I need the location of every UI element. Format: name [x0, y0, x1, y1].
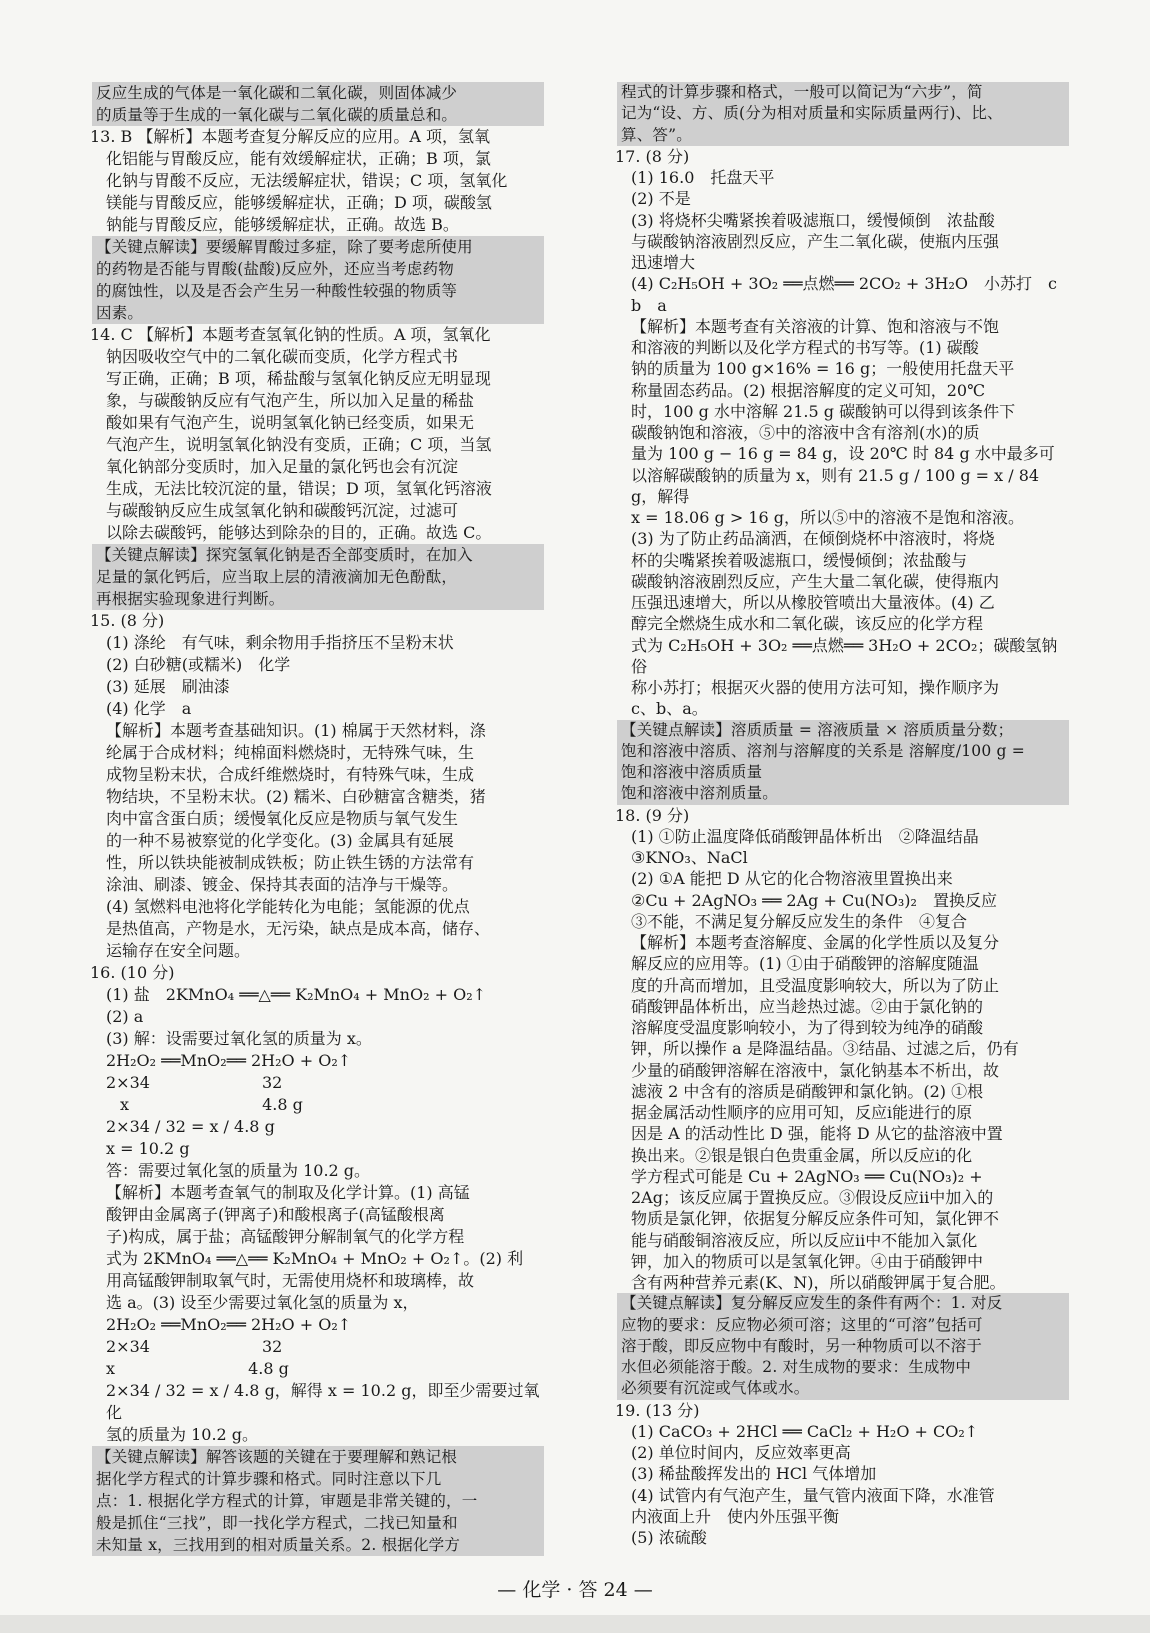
text-line: 2H₂O₂ ══MnO₂══ 2H₂O + O₂↑	[106, 1315, 352, 1334]
text-line: ③不能，不满足复分解反应发生的条件 ④复合	[631, 911, 968, 931]
text-line: 物质是氯化钾，依据复分解反应条件可知，氯化钾不	[631, 1209, 1000, 1229]
text-line: 运输存在安全问题。	[106, 941, 251, 960]
text-line: (2) ①A 能把 D 从它的化合物溶液里置换出来	[631, 869, 953, 889]
text-line: 据金属活动性顺序的应用可知，反应ⅰ能进行的原	[631, 1103, 973, 1122]
text-line: 氧化钠部分变质时，加入足量的氯化钙也会有沉淀	[106, 457, 459, 476]
text-line: 2Ag；该反应属于置换反应。③假设反应ⅱ中加入的	[631, 1188, 994, 1207]
text-line: 解反应的应用等。(1) ①由于硝酸钾的溶解度随温	[631, 954, 979, 974]
text-line: 记为“设、方、质(分为相对质量和实际质量两行)、比、	[617, 103, 1069, 124]
text-line: (1) CaCO₃ + 2HCl ══ CaCl₂ + H₂O + CO₂↑	[631, 1421, 979, 1441]
text-line: 点：1. 根据化学方程式的计算，审题是非常关键的，一	[92, 1490, 544, 1512]
text-line: 19. (13 分)	[615, 1400, 700, 1420]
text-line: 少量的硝酸钾溶解在溶液中，氯化钠基本不析出，故	[631, 1060, 1000, 1080]
text-line: 16. (10 分)	[90, 963, 175, 982]
text-line: 度的升高而增加，且受温度影响较大，所以为了防止	[631, 975, 1000, 995]
text-line: 【关键点解读】溶质质量 = 溶液质量 × 溶质质量分数；	[617, 720, 1069, 741]
text-line: (4) 氢燃料电池将化学能转化为电能；氢能源的优点	[106, 897, 470, 916]
text-line: 答：需要过氧化氢的质量为 10.2 g。	[106, 1161, 371, 1180]
text-line: 14. C 【解析】本题考查氢氧化钠的性质。A 项，氢氧化	[90, 325, 491, 344]
text-line: 学方程式可能是 Cu + 2AgNO₃ ══ Cu(NO₃)₂ +	[631, 1166, 983, 1186]
text-line: 酸如果有气泡产生，说明氢氧化钠已经变质，如果无	[106, 413, 475, 432]
text-line: 般是抓住“三找”，即一找化学方程式，二找已知量和	[92, 1512, 544, 1534]
text-line: b a	[631, 295, 667, 315]
text-line: 钾，加入的物质可以是氢氧化钾。④由于硝酸钾中	[631, 1251, 984, 1271]
text-line: ②Cu + 2AgNO₃ ══ 2Ag + Cu(NO₃)₂ 置换反应	[631, 890, 997, 910]
text-line: 【解析】本题考查氧气的制取及化学计算。(1) 高锰	[106, 1183, 470, 1202]
text-line: 的一种不易被察觉的化学变化。(3) 金属具有延展	[106, 831, 454, 850]
text-line: 反应生成的气体是一氧化碳和二氧化碳，则固体减少	[92, 82, 544, 104]
text-line: 式为 2KMnO₄ ══△══ K₂MnO₄ + MnO₂ + O₂↑。(2) 利	[106, 1249, 524, 1268]
text-line: ③KNO₃、NaCl	[631, 848, 748, 867]
text-line: 时，100 g 水中溶解 21.5 g 碳酸钠可以得到该条件下	[631, 401, 1016, 421]
text-line: 饱和溶液中溶质、溶剂与溶解度的关系是 溶解度/100 g =	[617, 741, 1069, 762]
text-line: (3) 稀盐酸挥发出的 HCl 气体增加	[631, 1464, 877, 1484]
text-line: 碳酸钠饱和溶液，⑤中的溶液中含有溶剂(水)的质	[631, 423, 980, 442]
text-line: 水但必须能溶于酸。2. 对生成物的要求：生成物中	[617, 1357, 1069, 1378]
text-line: (1) ①防止温度降低硝酸钾晶体析出 ②降温结晶	[631, 826, 979, 846]
text-line: 称小苏打；根据灭火器的使用方法可知，操作顺序为	[631, 678, 1000, 697]
text-line: 足量的氯化钙后，应当取上层的清液滴加无色酚酞，	[92, 566, 544, 588]
text-line: x 4.8 g	[106, 1359, 289, 1378]
text-line: 2×34 / 32 = x / 4.8 g，解得 x = 10.2 g，即至少需要过氧化	[106, 1381, 540, 1422]
text-line: 化钠与胃酸不反应，无法缓解症状，错误；C 项，氢氧化	[106, 171, 508, 190]
text-line: 钠能与胃酸反应，能够缓解症状，正确。故选 B。	[106, 215, 459, 234]
text-line: 杯的尖嘴紧挨着吸滤瓶口，缓慢倾倒；浓盐酸与	[631, 550, 968, 570]
text-line: 气泡产生，说明氢氧化钠没有变质，正确；C 项，当氢	[106, 435, 492, 454]
text-line: 硝酸钾晶体析出，应当趁热过滤。②由于氯化钠的	[631, 996, 984, 1016]
text-line: 据化学方程式的计算步骤和格式。同时注意以下几	[92, 1468, 544, 1490]
text-line: 含有两种营养元素(K、N)，所以硝酸钾属于复合肥。	[631, 1273, 1006, 1292]
text-line: 和溶液的判断以及化学方程式的书写等。(1) 碳酸	[631, 338, 979, 357]
text-line: 【关键点解读】解答该题的关键在于要理解和熟记根	[92, 1446, 544, 1468]
text-line: 以除去碳酸钙，能够达到除杂的目的，正确。故选 C。	[106, 523, 492, 542]
text-line: 醇完全燃烧生成水和二氧化碳，该反应的化学方程	[631, 614, 984, 634]
text-line: 【解析】本题考查基础知识。(1) 棉属于天然材料，涤	[106, 721, 486, 740]
text-line: 象，与碳酸钠反应有气泡产生，所以加入足量的稀盐	[106, 391, 475, 410]
text-line: (4) 化学 a	[106, 699, 192, 718]
text-line: 2×34 32	[106, 1073, 283, 1092]
text-line: 溶于酸，即反应物中有酸时，另一种物质可以不溶于	[617, 1336, 1069, 1357]
text-line: 饱和溶液中溶剂质量。	[617, 783, 1069, 804]
text-line: 子)构成，属于盐；高锰酸钾分解制氧气的化学方程	[106, 1227, 465, 1246]
text-line: 【关键点解读】要缓解胃酸过多症，除了要考虑所使用	[92, 236, 544, 258]
text-line: 迅速增大	[631, 253, 696, 272]
text-line: 钠因吸收空气中的二氧化碳而变质，化学方程式书	[106, 347, 459, 366]
text-line: 的药物是否能与胃酸(盐酸)反应外，还应当考虑药物	[92, 258, 544, 280]
text-line: 镁能与胃酸反应，能够缓解症状，正确；D 项，碳酸氢	[106, 193, 492, 212]
text-line: x = 18.06 g > 16 g，所以⑤中的溶液不是饱和溶液。	[631, 508, 1025, 527]
text-line: 与碳酸钠溶液剧烈反应，产生二氧化碳，使瓶内压强	[631, 231, 1000, 251]
text-line: 溶解度受温度影响较小，为了得到较为纯净的硝酸	[631, 1018, 984, 1037]
text-line: 性，所以铁块能被制成铁板；防止铁生锈的方法常有	[106, 853, 475, 872]
text-line: 碳酸钠溶液剧烈反应，产生大量二氧化碳，使得瓶内	[631, 571, 1000, 591]
text-line: 15. (8 分)	[90, 611, 165, 630]
text-line: 17. (8 分)	[615, 146, 690, 166]
text-line: (4) 试管内有气泡产生，量气管内液面下降，水准管	[631, 1485, 995, 1505]
text-line: (2) a	[106, 1007, 144, 1026]
text-line: (3) 将烧杯尖嘴紧挨着吸滤瓶口，缓慢倾倒 浓盐酸	[631, 210, 995, 230]
text-line: (2) 白砂糖(或糯米) 化学	[106, 655, 291, 674]
text-line: 13. B 【解析】本题考查复分解反应的应用。A 项，氢氧	[90, 127, 491, 146]
text-line: 2H₂O₂ ══MnO₂══ 2H₂O + O₂↑	[106, 1051, 352, 1070]
text-line: 涂油、刷漆、镀金、保持其表面的洁净与干燥等。	[106, 875, 459, 894]
text-line: 肉中富含蛋白质；缓慢氧化反应是物质与氧气发生	[106, 809, 459, 828]
text-line: (1) 涤纶 有气味，剩余物用手指挤压不呈粉末状	[106, 633, 454, 652]
text-line: 2×34 32	[106, 1337, 283, 1356]
text-line: 【解析】本题考查有关溶液的计算、饱和溶液与不饱	[631, 316, 1000, 336]
text-line: 用高锰酸钾制取氧气时，无需使用烧杯和玻璃棒，故	[106, 1271, 475, 1290]
text-line: 选 a。(3) 设至少需要过氧化氢的质量为 x，	[106, 1293, 419, 1312]
text-line: 内液面上升 使内外压强平衡	[631, 1506, 840, 1526]
text-line: 换出来。②银是银白色贵重金属，所以反应ⅰ的化	[631, 1145, 973, 1165]
text-line: x 4.8 g	[120, 1095, 303, 1114]
text-line: x = 10.2 g	[106, 1139, 190, 1158]
left-column	[92, 82, 544, 1556]
text-line: 物结块，不呈粉末状。(2) 糯米、白砂糖富含糖类，猪	[106, 787, 486, 806]
text-line: 必须要有沉淀或气体或水。	[617, 1378, 1069, 1399]
text-line: 【解析】本题考查溶解度、金属的化学性质以及复分	[631, 933, 1000, 952]
text-line: (5) 浓硫酸	[631, 1528, 707, 1547]
text-line: 写正确，正确；B 项，稀盐酸与氢氧化钠反应无明显现	[106, 369, 491, 388]
text-line: 【关键点解读】探究氢氧化钠是否全部变质时，在加入	[92, 544, 544, 566]
text-line: 称量固态药品。(2) 根据溶解度的定义可知，20℃	[631, 380, 986, 400]
text-line: 氢的质量为 10.2 g。	[106, 1425, 259, 1444]
text-line: (3) 延展 刷油漆	[106, 677, 230, 696]
text-line: 滤液 2 中含有的溶质是硝酸钾和氯化钠。(2) ①根	[631, 1081, 984, 1101]
text-line: 程式的计算步骤和格式，一般可以简记为“六步”，简	[617, 82, 1069, 103]
text-line: 与碳酸钠反应生成氢氧化钠和碳酸钙沉淀，过滤可	[106, 501, 459, 520]
text-line: 算、答”。	[617, 125, 1069, 146]
text-line: 式为 C₂H₅OH + 3O₂ ══点燃══ 3H₂O + 2CO₂；碳酸氢钠俗	[631, 635, 1058, 676]
text-line: 【关键点解读】复分解反应发生的条件有两个：1. 对反	[617, 1293, 1069, 1314]
text-line: (3) 解：设需要过氧化氢的质量为 x。	[106, 1029, 372, 1048]
text-line: 成物呈粉末状，合成纤维燃烧时，有特殊气味，生成	[106, 765, 475, 784]
text-line: (2) 单位时间内，反应效率更高	[631, 1443, 851, 1462]
text-line: (1) 16.0 托盘天平	[631, 168, 775, 187]
text-line: 酸钾由金属离子(钾离子)和酸根离子(高锰酸根离	[106, 1205, 445, 1224]
text-line: 未知量 x，三找用到的相对质量关系。2. 根据化学方	[92, 1534, 544, 1556]
text-line: 钠的质量为 100 g×16% = 16 g；一般使用托盘天平	[631, 359, 1015, 379]
text-line: 能与硝酸铜溶液反应，所以反应ⅱ中不能加入氯化	[631, 1230, 978, 1250]
text-line: c、b、a。	[631, 699, 708, 719]
text-line: 再根据实验现象进行判断。	[92, 588, 544, 610]
text-line: 是热值高，产物是水，无污染，缺点是成本高，储存、	[106, 919, 491, 938]
text-line: 饱和溶液中溶质质量	[617, 762, 1069, 783]
text-line: (1) 盐 2KMnO₄ ══△══ K₂MnO₄ + MnO₂ + O₂↑	[106, 985, 487, 1004]
text-line: 的腐蚀性，以及是否会产生另一种酸性较强的物质等	[92, 280, 544, 302]
text-line: 以溶解碳酸钠的质量为 x，则有 21.5 g / 100 g = x / 84 g，解得	[631, 465, 1040, 506]
text-line: 18. (9 分)	[615, 805, 690, 825]
text-line: (3) 为了防止药品滴洒，在倾倒烧杯中溶液时，将烧	[631, 529, 995, 549]
text-line: 压强迅速增大，所以从橡胶管喷出大量液体。(4) 乙	[631, 593, 995, 612]
text-line: 化铝能与胃酸反应，能有效缓解症状，正确；B 项，氯	[106, 149, 491, 168]
text-line: 2×34 / 32 = x / 4.8 g	[106, 1117, 275, 1136]
text-line: 生成，无法比较沉淀的量，错误；D 项，氢氧化钙溶液	[106, 479, 492, 498]
text-line: (4) C₂H₅OH + 3O₂ ══点燃══ 2CO₂ + 3H₂O 小苏打 c	[631, 274, 1057, 294]
right-column	[617, 82, 1069, 1548]
text-line: 的质量等于生成的一氧化碳与二氧化碳的质量总和。	[92, 104, 544, 126]
text-line: 因素。	[92, 302, 544, 324]
text-line: 量为 100 g − 16 g = 84 g，设 20℃ 时 84 g 水中最多可	[631, 444, 1055, 464]
page-footer: — 化学 · 答 24 —	[497, 1579, 653, 1601]
scan-edge	[0, 1615, 1150, 1633]
text-line: 纶属于合成材料；纯棉面料燃烧时，无特殊气味，生	[106, 743, 475, 762]
text-line: 因是 A 的活动性比 D 强，能将 D 从它的盐溶液中置	[631, 1124, 1003, 1144]
text-line: 钾，所以操作 a 是降温结晶。③结晶、过滤之后，仍有	[631, 1039, 1019, 1059]
text-line: 应物的要求：反应物必须可溶；这里的“可溶”包括可	[617, 1315, 1069, 1336]
text-line: (2) 不是	[631, 189, 691, 209]
